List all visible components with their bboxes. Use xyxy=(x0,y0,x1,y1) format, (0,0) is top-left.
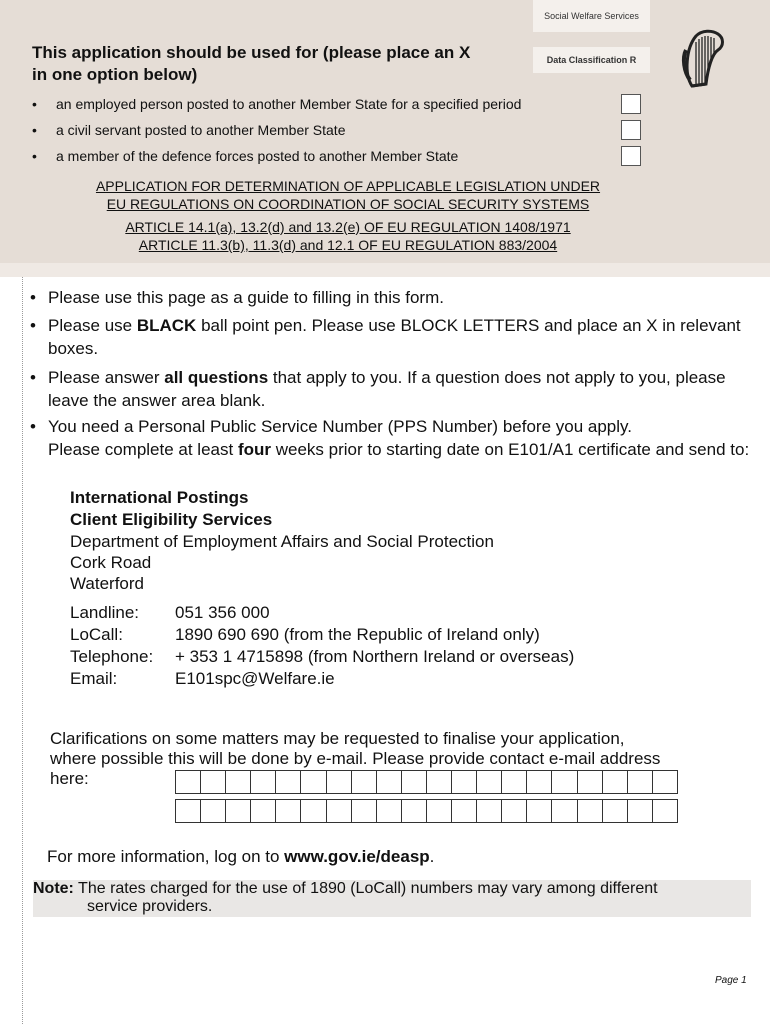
regulation-line: ARTICLE 11.3(b), 11.3(d) and 12.1 OF EU REGULATION 883/2004 xyxy=(138,237,558,253)
regulation-line: ARTICLE 14.1(a), 13.2(d) and 13.2(e) OF EU REGULATION 1408/1971 xyxy=(125,219,571,235)
guide-bullet-1: • Please use this page as a guide to filling in this form. xyxy=(30,288,444,307)
checkbox-civil-servant[interactable] xyxy=(621,120,641,140)
clarification-text: Clarifications on some matters may be requested to finalise your application, where possible this will be done by e-mail. Please provide contact e-mail address here: xyxy=(50,729,661,788)
checkbox-defence-forces[interactable] xyxy=(621,146,641,166)
bullet: • xyxy=(30,316,36,335)
bullet: • xyxy=(30,288,36,307)
bullet: • xyxy=(32,122,37,138)
application-title-line: EU REGULATIONS ON COORDINATION OF SOCIAL SECURITY SYSTEMS xyxy=(106,196,590,212)
email-input-row-2[interactable] xyxy=(175,799,678,823)
guide-bullet-2: • Please use BLACK ball point pen. Please use BLOCK LETTERS and place an X in relevant boxes. xyxy=(30,316,741,358)
bullet: • xyxy=(30,368,36,387)
contact-label: LoCall: xyxy=(70,625,123,644)
option-label: an employed person posted to another Member State for a specified period xyxy=(56,96,522,112)
bullet: • xyxy=(30,417,36,436)
more-info-text: For more information, log on to www.gov.ie/deasp. xyxy=(47,847,435,866)
note-text: Note: The rates charged for the use of 1890 (LoCall) numbers may vary among different service providers. xyxy=(33,880,658,915)
address-line-4: Cork Road xyxy=(70,553,152,572)
form-title: This application should be used for (please place an X in one option below) xyxy=(32,43,471,84)
contact-value: + 353 1 4715898 (from Northern Ireland or overseas) xyxy=(175,647,575,666)
address-line-1: International Postings xyxy=(70,488,249,507)
contact-label: Email: xyxy=(70,669,118,688)
header-strip xyxy=(0,263,770,277)
address-line-2: Client Eligibility Services xyxy=(70,510,273,529)
harp-logo xyxy=(678,28,728,90)
option-label: a civil servant posted to another Member State xyxy=(56,122,346,138)
option-label: a member of the defence forces posted to another Member State xyxy=(56,148,459,164)
bullet: • xyxy=(32,96,37,112)
service-tag: Social Welfare Services xyxy=(533,0,650,32)
guide-bullet-4: • You need a Personal Public Service Number (PPS Number) before you apply. Please complete at least four weeks prior to starting date on E101/A1 certificate and send to: xyxy=(30,417,750,459)
data-classification-tag: Data Classification R xyxy=(533,47,650,73)
page-number: Page 1 xyxy=(715,975,747,986)
contact-value: E101spc@Welfare.ie xyxy=(175,669,335,688)
bullet: • xyxy=(32,148,37,164)
checkbox-employed[interactable] xyxy=(621,94,641,114)
address-line-3: Department of Employment Affairs and Social Protection xyxy=(70,532,494,551)
address-line-5: Waterford xyxy=(70,574,145,593)
application-title-line: APPLICATION FOR DETERMINATION OF APPLICABLE LEGISLATION UNDER xyxy=(95,178,601,194)
note-label: Note: xyxy=(33,880,74,897)
contact-label: Landline: xyxy=(70,603,140,622)
guide-bullet-3: • Please answer all questions that apply to you. If a question does not apply to you, please leave the answer area blank. xyxy=(30,368,726,410)
website-link[interactable]: www.gov.ie/deasp xyxy=(284,847,430,866)
contact-value: 1890 690 690 (from the Republic of Ireland only) xyxy=(175,625,540,644)
contact-label: Telephone: xyxy=(70,647,154,666)
email-input-row-1[interactable] xyxy=(175,770,678,794)
contact-value: 051 356 000 xyxy=(175,603,270,622)
